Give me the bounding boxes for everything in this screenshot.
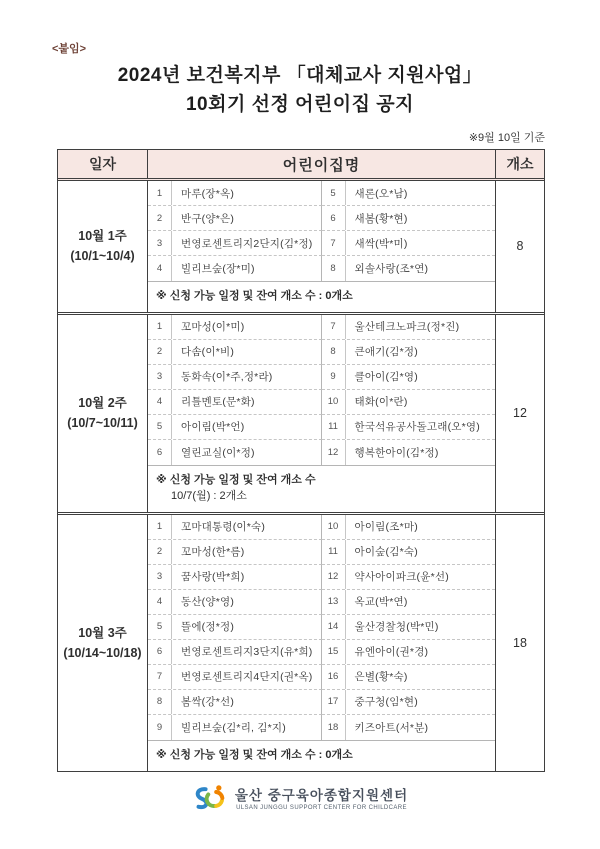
item-number: 1	[148, 515, 172, 539]
items-grid	[148, 315, 495, 465]
item-number: 2	[148, 340, 172, 364]
count-cell: 8	[516, 239, 524, 254]
item-number: 6	[322, 206, 346, 230]
daycare-item	[322, 340, 496, 365]
notice-line: ※ 신청 가능 일정 및 잔여 개소 수 : 0개소	[156, 748, 353, 761]
daycare-name: 봄싹(강*선)	[181, 696, 235, 709]
daycare-item	[322, 231, 496, 256]
daycare-name: 새봄(황*현)	[354, 212, 408, 225]
item-number: 10	[322, 390, 346, 414]
daycare-name: 은별(황*숙)	[354, 671, 408, 684]
daycare-item	[322, 365, 496, 390]
item-number: 2	[148, 206, 172, 230]
daycare-list	[148, 315, 496, 512]
table-header-row	[58, 150, 544, 181]
item-number: 14	[322, 615, 346, 639]
notice-line: ※ 신청 가능 일정 및 잔여 개소 수	[156, 473, 316, 486]
daycare-name: 리틀멘토(문*화)	[181, 396, 255, 409]
item-number: 12	[322, 565, 346, 589]
daycare-name: 약사아이파크(윤*선)	[354, 571, 449, 584]
daycare-item	[322, 440, 496, 465]
daycare-item	[148, 415, 322, 440]
daycare-item	[322, 515, 496, 540]
daycare-item	[148, 565, 322, 590]
date-reference-note: ※9월 10일 기준	[468, 132, 545, 144]
daycare-item	[148, 440, 322, 465]
week-label	[58, 315, 148, 512]
daycare-item	[322, 715, 496, 740]
item-number: 4	[148, 390, 172, 414]
daycare-name: 번영로센트리지4단지(권*옥)	[181, 671, 313, 684]
org-name-block	[235, 784, 408, 811]
daycare-name: 키즈아트(서*분)	[354, 721, 429, 734]
daycare-item	[322, 206, 496, 231]
item-number: 8	[148, 690, 172, 714]
daycare-name: 태화(이*란)	[354, 396, 408, 409]
header-date: 일자	[58, 150, 148, 178]
item-number: 8	[322, 340, 346, 364]
daycare-item	[148, 340, 322, 365]
table-section-week2	[58, 315, 544, 515]
daycare-item	[148, 315, 322, 340]
daycare-name: 울산경찰청(박*민)	[354, 621, 439, 634]
item-number: 5	[148, 615, 172, 639]
daycare-name: 아이림(조*마)	[354, 521, 418, 534]
daycare-name: 열린교실(이*정)	[181, 446, 255, 459]
daycare-list	[148, 181, 496, 312]
item-number: 4	[148, 256, 172, 281]
daycare-item	[148, 206, 322, 231]
daycare-list	[148, 515, 496, 771]
table-section-week3	[58, 515, 544, 771]
item-number: 8	[322, 256, 346, 281]
availability-notice	[148, 465, 495, 512]
item-number: 11	[322, 540, 346, 564]
daycare-item	[148, 181, 322, 206]
daycare-item	[148, 515, 322, 540]
footer	[0, 783, 600, 813]
items-grid	[148, 181, 495, 281]
week-title: 10월 2주	[78, 396, 127, 411]
notice-line: ※ 신청 가능 일정 및 잔여 개소 수 : 0개소	[156, 290, 353, 302]
item-number: 4	[148, 590, 172, 614]
week-title: 10월 1주	[78, 229, 127, 244]
count-cell: 18	[513, 635, 527, 650]
daycare-item	[148, 540, 322, 565]
daycare-name: 꿈사랑(박*희)	[181, 571, 245, 584]
item-number: 7	[148, 665, 172, 689]
daycare-name: 다솜(이*비)	[181, 346, 235, 359]
availability-notice	[148, 281, 495, 312]
daycare-item	[148, 690, 322, 715]
item-number: 9	[322, 365, 346, 389]
item-number: 5	[148, 415, 172, 439]
daycare-item	[148, 390, 322, 415]
daycare-item	[148, 640, 322, 665]
items-grid	[148, 515, 495, 740]
item-number: 3	[148, 365, 172, 389]
center-logo-icon	[192, 783, 228, 813]
daycare-name: 꼬마성(한*름)	[181, 546, 245, 559]
daycare-name: 행복한아이(김*정)	[354, 446, 439, 459]
daycare-item	[148, 615, 322, 640]
daycare-item	[322, 390, 496, 415]
daycare-name: 새론(오*남)	[354, 187, 408, 200]
daycare-item	[148, 715, 322, 740]
org-name-english: ULSAN JUNGGU SUPPORT CENTER FOR CHILDCARE	[236, 805, 407, 812]
week-label	[58, 181, 148, 312]
daycare-item	[322, 615, 496, 640]
item-number: 15	[322, 640, 346, 664]
item-number: 12	[322, 440, 346, 465]
daycare-item	[322, 181, 496, 206]
daycare-item	[148, 231, 322, 256]
week-range: (10/14~10/18)	[63, 645, 142, 660]
daycare-name: 마루(장*옥)	[181, 187, 235, 200]
item-number: 1	[148, 181, 172, 205]
count-cell: 12	[513, 406, 527, 421]
item-number: 7	[322, 315, 346, 339]
daycare-item	[322, 590, 496, 615]
item-number: 3	[148, 231, 172, 255]
item-number: 7	[322, 231, 346, 255]
daycare-name: 꼬마대통령(이*숙)	[181, 521, 266, 534]
daycare-name: 뜰에(정*정)	[181, 621, 235, 634]
item-number: 6	[148, 640, 172, 664]
daycare-name: 아이숲(김*숙)	[354, 546, 418, 559]
week-range: (10/1~10/4)	[70, 249, 135, 264]
item-number: 10	[322, 515, 346, 539]
table-section-week1	[58, 181, 544, 315]
daycare-item	[322, 690, 496, 715]
daycare-name: 동산(양*영)	[181, 596, 235, 609]
daycare-item	[322, 640, 496, 665]
daycare-name: 클아이(김*영)	[354, 371, 418, 384]
daycare-name: 아이림(박*언)	[181, 421, 245, 434]
org-name-korean: 울산 중구육아종합지원센터	[234, 788, 409, 804]
daycare-item	[148, 590, 322, 615]
item-number: 17	[322, 690, 346, 714]
title-line-2: 10회기 선정 어린이집 공지	[185, 93, 414, 115]
title-line-1: 2024년 보건복지부 「대체교사 지원사업」	[117, 65, 483, 86]
item-number: 13	[322, 590, 346, 614]
page-title	[0, 62, 600, 119]
daycare-name: 옥교(박*연)	[354, 596, 408, 609]
item-number: 2	[148, 540, 172, 564]
header-name: 어린이집명	[148, 150, 496, 178]
item-number: 3	[148, 565, 172, 589]
item-number: 16	[322, 665, 346, 689]
daycare-item	[148, 256, 322, 281]
item-number: 11	[322, 415, 346, 439]
daycare-name: 번영로센트리지2단지(김*정)	[181, 237, 313, 250]
week-title: 10월 3주	[78, 625, 127, 640]
daycare-item	[322, 565, 496, 590]
daycare-name: 반구(양*은)	[181, 212, 235, 225]
week-range: (10/7~10/11)	[67, 416, 138, 431]
daycare-name: 새싹(박*미)	[354, 237, 408, 250]
week-label	[58, 515, 148, 771]
daycare-name: 한국석유공사돌고래(오*영)	[354, 421, 480, 434]
item-number: 18	[322, 715, 346, 740]
daycare-item	[322, 415, 496, 440]
item-number: 9	[148, 715, 172, 740]
availability-notice	[148, 740, 495, 771]
daycare-item	[148, 665, 322, 690]
daycare-item	[322, 256, 496, 281]
daycare-item	[322, 315, 496, 340]
daycare-name: 외솔사랑(조*연)	[354, 263, 429, 275]
attachment-label: <붙임>	[52, 43, 87, 55]
daycare-name: 중구청(임*현)	[354, 696, 418, 709]
item-number: 6	[148, 440, 172, 465]
header-count: 개소	[506, 156, 534, 172]
daycare-item	[148, 365, 322, 390]
daycare-table	[57, 149, 545, 772]
notice-detail-line: 10/7(월) : 2개소	[171, 489, 247, 502]
daycare-name: 동화속(이*주,정*라)	[181, 371, 273, 384]
daycare-name: 울산테크노파크(정*진)	[354, 321, 460, 334]
item-number: 1	[148, 315, 172, 339]
daycare-name: 번영로센트리지3단지(유*희)	[181, 646, 313, 659]
item-number: 5	[322, 181, 346, 205]
daycare-name: 빌리브숲(김*리, 김*지)	[181, 721, 286, 734]
daycare-item	[322, 665, 496, 690]
daycare-name: 꼬마성(이*미)	[181, 321, 245, 334]
daycare-name: 큰애기(김*정)	[354, 346, 418, 359]
daycare-name: 유엔아이(권*경)	[354, 646, 429, 659]
daycare-item	[322, 540, 496, 565]
daycare-name: 빌리브숲(장*미)	[181, 263, 255, 275]
